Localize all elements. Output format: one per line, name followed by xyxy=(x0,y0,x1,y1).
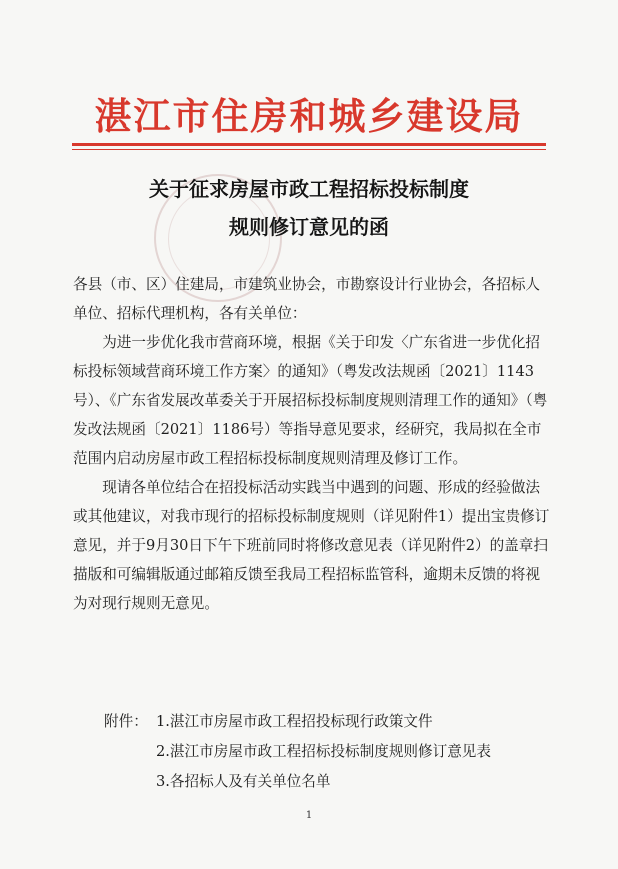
attachment-row xyxy=(104,707,554,737)
letter-subject xyxy=(0,170,618,246)
attachments-section xyxy=(104,707,554,797)
letter-body xyxy=(73,270,551,618)
salutation: 各县（市、区）住建局，市建筑业协会，市勘察设计行业协会，各招标人单位、招标代理机构，各有关单位： xyxy=(73,276,541,322)
letterhead-title: 湛江市住房和城乡建设局 xyxy=(94,94,524,138)
subject-line-2: 规则修订意见的函 xyxy=(229,215,389,239)
body-paragraph-2: 现请各单位结合在招投标活动实践当中遇到的问题、形成的经验做法或其他建议，对我市现行的招标投标制度规则（详见附件1）提出宝贵修订意见，并于9月30日下午下班前同时将修改意见表（详见附件2）的盖章扫描版和可编辑版通过邮箱反馈至我局工程招标监管科，逾期未反馈的将视为对现行规则无意见。 xyxy=(73,479,550,612)
attachment-item-3: 3.各招标人及有关单位名单 xyxy=(156,773,331,790)
page-number: 1 xyxy=(305,810,313,821)
letterhead-rule-thin xyxy=(72,149,546,150)
letterhead-rule-thick xyxy=(72,143,546,146)
attachment-item-1: 1.湛江市房屋市政工程招投标现行政策文件 xyxy=(156,713,433,730)
body-paragraph-1: 为进一步优化我市营商环境，根据《关于印发〈广东省进一步优化招标投标领域营商环境工作方案〉的通知》（粤发改法规函〔2021〕1143号）、《广东省发展改革委关于开展招标投标制度规则清理工作的通知》（粤发改法规函〔2021〕1186号）等指导意见要求，经研究，我局拟在全市范围内启动房屋市政工程招标投标制度规则清理及修订工作。 xyxy=(73,334,548,467)
attachment-item-2: 2.湛江市房屋市政工程招标投标制度规则修订意见表 xyxy=(156,743,491,760)
subject-line-1: 关于征求房屋市政工程招标投标制度 xyxy=(149,177,469,201)
attachments-label: 附件： xyxy=(104,713,148,730)
